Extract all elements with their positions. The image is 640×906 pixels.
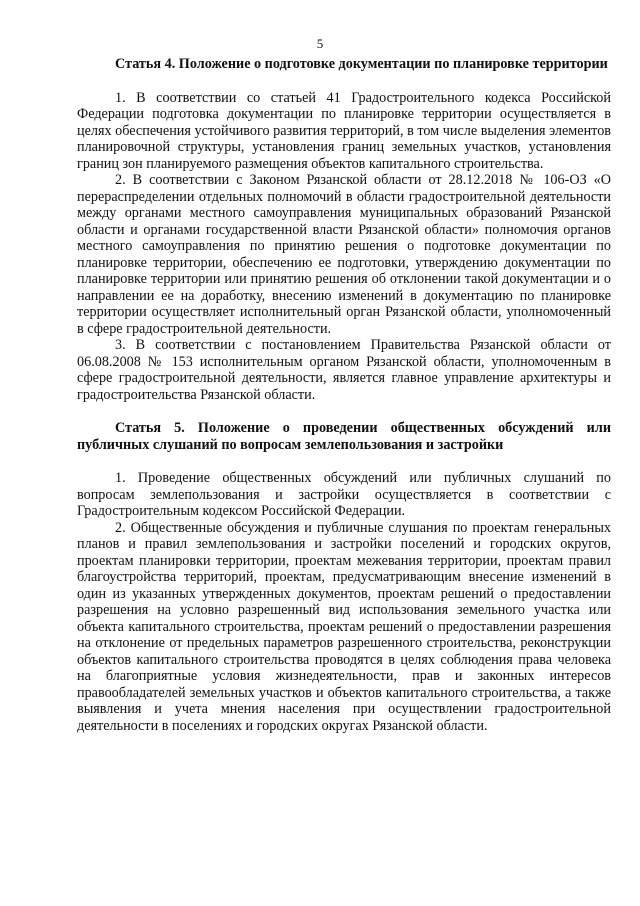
document-body xyxy=(77,56,611,734)
article-4-paragraph-2: 2. В соответствии с Законом Рязанской области от 28.12.2018 № 106-ОЗ «О перераспределении отдельных полномочий в области градостроительной деятельности между органами местного самоуправления муниципальных образований Рязанской области и органами государственной власти Рязанской области» полномочия органов местного самоуправления по принятию решения о подготовке документации по планировке территории, обеспечению ее подготовки, утверждению документации по планировке территории или принятию решения об отклонении такой документации и о направлении ее на доработку, внесению изменений в документацию по планировке территории осуществляет исполнительный орган Рязанской области, уполномоченный в сфере градостроительной деятельности. xyxy=(77,172,611,337)
article-4-title: Статья 4. Положение о подготовке документации по планировке территории xyxy=(115,56,608,72)
page-number: 5 xyxy=(316,36,324,51)
article-4-paragraph-3: 3. В соответствии с постановлением Правительства Рязанской области от 06.08.2008 № 153 исполнительным органом Рязанской области, уполномоченным в сфере градостроительной деятельности, является главное управление архитектуры и градостроительства Рязанской области. xyxy=(77,337,611,403)
article-5-paragraph-1: 1. Проведение общественных обсуждений или публичных слушаний по вопросам землепользования и застройки осуществляется в соответствии с Градостроительным кодексом Российской Федерации. xyxy=(77,470,611,519)
article-4-paragraph-1: 1. В соответствии со статьей 41 Градостроительного кодекса Российской Федерации подготовка документации по планировке территории осуществляется в целях обеспечения устойчивого развития территорий, в том числе выделения элементов планировочной структуры, установления границ земельных участков, установления границ зон планируемого размещения объектов капитального строительства. xyxy=(77,89,611,172)
article-5-title: Статья 5. Положение о проведении общественных обсуждений или публичных слушаний по вопросам землепользования и застройки xyxy=(77,420,611,453)
article-5-paragraph-2: 2. Общественные обсуждения и публичные слушания по проектам генеральных планов и правил землепользования и застройки поселений и городских округов, проектам планировки территории, проектам межевания территории, проектам правил благоустройства территорий, проектам, предусматривающим внесение изменений в один из указанных утвержденных документов, проектам решений о предоставлении разрешения на условно разрешенный вид использования земельного участка или объекта капитального строительства, проектам решений о предоставлении разрешения на отклонение от предельных параметров разрешенного строительства, реконструкции объектов капитального строительства проводятся в целях соблюдения права человека на благоприятные условия жизнедеятельности, прав и законных интересов правообладателей земельных участков и объектов капитального строительства, а также выявления и учета мнения населения при осуществлении градостроительной деятельности в поселениях и городских округах Рязанской области. xyxy=(77,519,611,734)
